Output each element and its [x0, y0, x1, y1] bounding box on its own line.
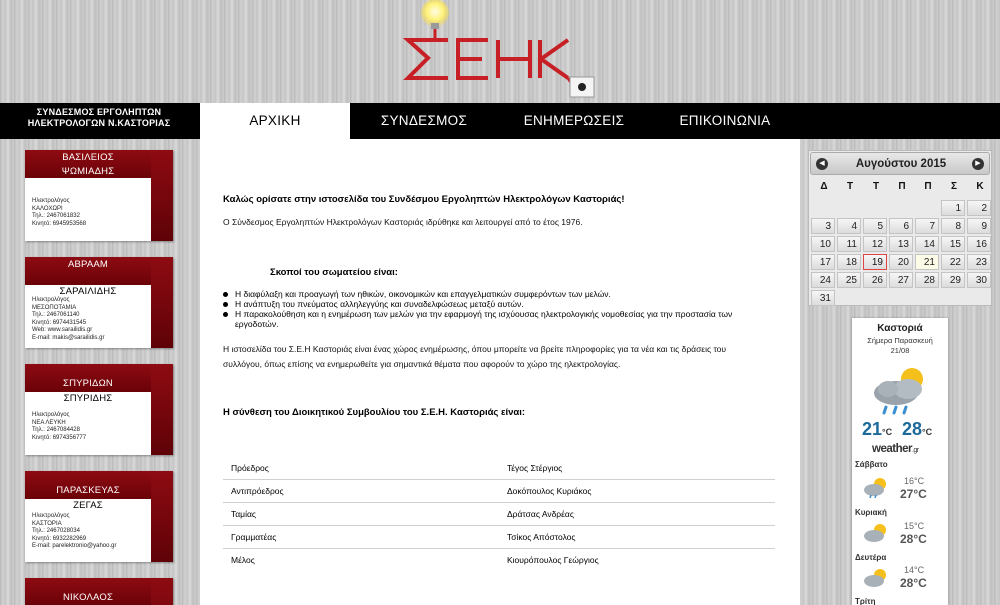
cloud-rain-sun-icon	[866, 363, 936, 418]
forecast-day: Τρίτη	[855, 597, 876, 605]
calendar-day[interactable]: 2	[967, 200, 991, 216]
calendar-day[interactable]: 7	[915, 218, 939, 234]
table-row: Μέλος Κιουρόπουλος Γεώργιος	[231, 555, 599, 565]
calendar-day[interactable]: 21	[915, 254, 939, 270]
forecast-high: 27°C	[900, 487, 927, 501]
member-card[interactable]	[25, 150, 173, 241]
table-row: Αντιπρόεδρος Δοκόπουλος Κυριάκος	[223, 480, 775, 503]
board-title: Η σύνθεση του Διοικητικού Συμβουλίου του Σ.Ε.Η. Καστοριάς είναι:	[223, 407, 526, 418]
calendar-day[interactable]: 31	[811, 290, 835, 306]
calendar-weekday: Κ	[976, 181, 984, 192]
member-info: Ηλεκτρολόγος ΜΕΣΟΠΟΤΑΜΙΑ Τηλ.: 2467061140 Κινητό: 6974431545 Web: www.sarailidis.gr E-mail: makis@sarailidis.gr	[32, 297, 105, 341]
calendar-weekday: Τ	[872, 181, 880, 192]
founded-text: Ο Σύνδεσμος Εργοληπτών Ηλεκτρολόγων Καστοριάς ιδρύθηκε και λειτουργεί από το έτος 1976.	[223, 217, 583, 227]
association-name: ΣΥΝΔΕΣΜΟΣ ΕΡΓΟΛΗΠΤΩΝ ΗΛΕΚΤΡΟΛΟΓΩΝ Ν.ΚΑΣΤΟΡΙΑΣ	[0, 103, 198, 139]
weather-date: 21/08	[890, 346, 910, 355]
member-first-name: ΠΑΡΑΣΚΕΥΑΣ	[56, 485, 120, 496]
calendar-day[interactable]: 12	[863, 236, 887, 252]
member-info: Ηλεκτρολόγος ΝΕΑ ΛΕΥΚΗ Τηλ.: 2467084428 Κινητό: 6974356777	[32, 412, 87, 441]
cloud-sun-icon	[862, 476, 890, 498]
svg-text:ΣΕΗΚ: ΣΕΗΚ	[400, 0, 403, 1]
calendar-day[interactable]: 24	[811, 272, 835, 288]
calendar-day[interactable]: 3	[811, 218, 835, 234]
calendar-day[interactable]: 10	[811, 236, 835, 252]
calendar-header	[810, 152, 990, 175]
welcome-heading: Καλώς ορίσατε στην ιστοσελίδα του Συνδέσμου Εργοληπτών Ηλεκτρολόγων Καστοριάς!	[223, 194, 625, 205]
calendar-weekday: Σ	[950, 181, 957, 192]
member-first-name: ΝΙΚΟΛΑΟΣ	[62, 592, 114, 603]
calendar-day[interactable]: 19	[863, 254, 887, 270]
calendar-day[interactable]: 1	[941, 200, 965, 216]
calendar-weekday: Π	[898, 181, 906, 192]
calendar-day[interactable]: 4	[837, 218, 861, 234]
seik-logo[interactable]	[400, 0, 600, 103]
calendar-day[interactable]: 27	[889, 272, 913, 288]
weather-brand-logo[interactable]: weather.gr	[872, 443, 919, 455]
forecast-day: Δευτέρα	[855, 553, 887, 562]
member-first-name: ΑΒΡΑΑΜ	[67, 259, 109, 270]
member-card[interactable]	[25, 257, 173, 348]
table-row: Ταμίας Δράτσας Ανδρέας	[223, 503, 775, 526]
member-last-name: ΣΠΥΡΙΔΗΣ	[63, 393, 113, 404]
aims-list	[223, 289, 743, 329]
member-last-name: ΨΩΜΙΑΔΗΣ	[61, 166, 115, 177]
calendar-weekday: Τ	[846, 181, 854, 192]
chevron-left-icon[interactable]: ◀	[816, 158, 828, 170]
main-content	[200, 139, 800, 605]
tab-news[interactable]: ΕΝΗΜΕΡΩΣΕΙΣ	[523, 113, 625, 128]
forecast-day: Κυριακή	[855, 508, 887, 517]
forecast-low: 16°C	[904, 476, 925, 486]
tab-contact[interactable]: ΕΠΙΚΟΙΝΩΝΙΑ	[679, 113, 771, 128]
calendar-day[interactable]: 30	[967, 272, 991, 288]
tab-association[interactable]: ΣΥΝΔΕΣΜΟΣ	[380, 113, 468, 128]
calendar-day[interactable]: 8	[941, 218, 965, 234]
table-row: Γραμματέας Τσίκος Απόστολος	[223, 526, 775, 549]
calendar-weekday: Π	[924, 181, 932, 192]
member-last-name: ΖΕΓΑΣ	[73, 500, 103, 511]
tab-home[interactable]: ΑΡΧΙΚΗ	[200, 103, 350, 139]
table-row: Πρόεδρος Τέγος Στέργιος	[223, 457, 775, 480]
calendar-day[interactable]: 26	[863, 272, 887, 288]
calendar-weekday: Δ	[820, 181, 828, 192]
weather-city: Καστοριά	[877, 323, 923, 334]
member-card[interactable]	[25, 578, 173, 605]
member-first-name: ΒΑΣΙΛΕΙΟΣ	[62, 152, 114, 163]
cloud-sun-icon	[862, 522, 890, 544]
member-first-name: ΣΠΥΡΙΔΩΝ	[63, 378, 113, 389]
intro-paragraph: Η ιστοσελίδα του Σ.Ε.Η Καστοριάς είναι ένας χώρος ενημέρωσης, όπου μπορείτε να βρείτε πληροφορίες για τα νέα και τις δράσεις του συλλόγου, όπως επίσης να ενημερωθείτε για σημαντικά θέματα που αφορούν το χώρο της ηλεκτρολογίας.	[223, 344, 727, 369]
forecast-high: 28°C	[900, 576, 927, 590]
calendar-day[interactable]: 28	[915, 272, 939, 288]
list-item: Η παρακολούθηση και η ενημέρωση των μελών για την εφαρμογή της ισχύουσας ηλεκτρολογικής νομοθεσίας για την προστασία των εργοδοτών.	[223, 309, 743, 329]
weather-day: Σήμερα Παρασκευή	[867, 336, 933, 345]
calendar-day[interactable]: 9	[967, 218, 991, 234]
today-high-temp: 28°C	[902, 419, 933, 439]
list-item: Η ανάπτυξη του πνεύματος αλληλεγγύης και συναδελφώσεως μεταξύ αυτών.	[223, 299, 743, 309]
member-info: Ηλεκτρολόγος ΚΑΛΟΧΩΡΙ Τηλ.: 2467061832 Κινητό: 6945953568	[32, 198, 87, 227]
calendar-day[interactable]: 16	[967, 236, 991, 252]
calendar-day[interactable]: 14	[915, 236, 939, 252]
calendar-day[interactable]: 15	[941, 236, 965, 252]
calendar-day[interactable]: 29	[941, 272, 965, 288]
header	[0, 0, 1000, 103]
aims-title: Σκοποί του σωματείου είναι:	[270, 267, 398, 278]
forecast-high: 28°C	[900, 532, 927, 546]
weather-widget	[852, 318, 948, 605]
calendar-day[interactable]: 23	[967, 254, 991, 270]
calendar-day[interactable]: 17	[811, 254, 835, 270]
cloud-sun-icon	[862, 567, 890, 589]
lightbulb-icon	[421, 0, 449, 27]
member-card[interactable]	[25, 364, 173, 455]
calendar-day[interactable]: 22	[941, 254, 965, 270]
calendar-month-title: Αυγούστου 2015	[855, 158, 947, 170]
list-item: Η διαφύλαξη και προαγωγή των ηθικών, οικονομικών και επαγγελματικών συμφερόντων των μελών.	[223, 289, 743, 299]
calendar-day[interactable]: 13	[889, 236, 913, 252]
board-table	[223, 457, 775, 572]
calendar-day[interactable]: 25	[837, 272, 861, 288]
forecast-day: Σάββατο	[855, 460, 888, 469]
calendar-widget	[808, 150, 992, 306]
member-last-name: ΣΑΡΑΙΛΙΔΗΣ	[59, 286, 117, 297]
calendar-day[interactable]: 5	[863, 218, 887, 234]
calendar-day[interactable]: 6	[889, 218, 913, 234]
main-nav	[0, 103, 1000, 139]
chevron-right-icon[interactable]: ▶	[972, 158, 984, 170]
today-low-temp: 21°C	[862, 419, 893, 439]
calendar-day[interactable]: 20	[889, 254, 913, 270]
member-info: Ηλεκτρολόγος ΚΑΣΤΟΡΙΑ Τηλ.: 2467028034 Κινητό: 6932282969 E-mail: parelektronio@yahoo.gr	[32, 513, 117, 549]
member-card[interactable]	[25, 471, 173, 562]
forecast-low: 15°C	[904, 521, 925, 531]
calendar-day[interactable]: 11	[837, 236, 861, 252]
calendar-day[interactable]: 18	[837, 254, 861, 270]
forecast-low: 14°C	[904, 565, 925, 575]
